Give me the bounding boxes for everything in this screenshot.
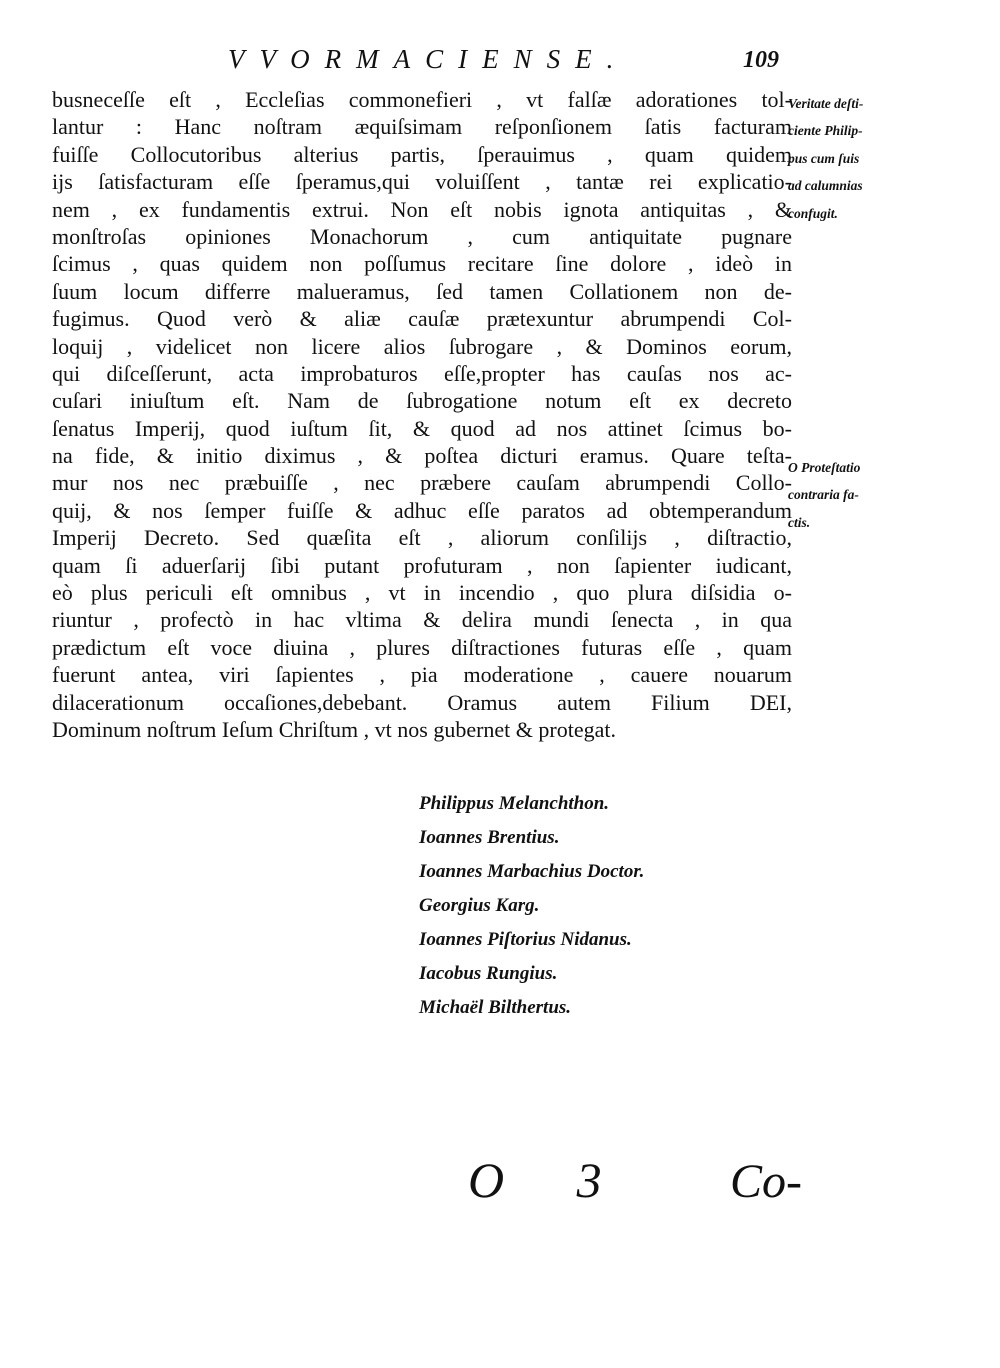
marginal-note-line: ctis. xyxy=(788,514,811,530)
text-line: qui diſceſſerunt, acta improbaturos eſſe,propter has cauſas nos ac- xyxy=(52,360,792,386)
text-line: fugimus. Quod verò & aliæ cauſæ prætexuntur abrumpendi Col- xyxy=(52,306,792,332)
signatory-name: Philippus Melanchthon. xyxy=(419,793,610,814)
text-line: riuntur , profectò in hac vltima & delira mundi ſenecta , in qua xyxy=(52,607,792,633)
text-line: dilacerationum occaſiones,debebant. Oramus autem Filium DEI, xyxy=(52,689,792,715)
marginal-note-line: confugit. xyxy=(788,205,838,221)
text-line: monſtroſas opiniones Monachorum , cum antiquitate pugnare xyxy=(52,223,792,249)
text-line: quam ſi aduerſarij ſibi putant profuturam , non ſapienter iudicant, xyxy=(52,552,792,578)
text-line: ſenatus Imperij, quod iuſtum ſit, & quod ad nos attinet ſcimus bo- xyxy=(52,415,792,441)
signatory-name: Michaël Bilthertus. xyxy=(419,997,572,1018)
signatory-name: Georgius Karg. xyxy=(419,895,540,916)
text-line: Dominum noſtrum Ieſum Chriſtum , vt nos gubernet & protegat. xyxy=(52,716,616,742)
text-line: prædictum eſt voce diuina , plures diſtractiones futuras eſſe , quam xyxy=(52,634,792,660)
marginal-note-line: contraria fa- xyxy=(788,487,859,503)
main-text-block xyxy=(52,86,792,743)
text-line: loquij , videlicet non licere alios ſubrogare , & Dominos eorum, xyxy=(52,333,792,359)
text-line: ijs ſatisfacturam eſſe ſperamus,qui voluiſſent , tantæ rei explicatio- xyxy=(52,169,792,195)
text-line: quij, & nos ſemper fuiſſe & adhuc eſſe paratos ad obtemperandum xyxy=(52,497,792,523)
page-number: 109 xyxy=(743,47,779,73)
signatory-name: Ioannes Marbachius Doctor. xyxy=(419,861,645,882)
text-line: Imperij Decreto. Sed quæſita eſt , aliorum conſilijs , diſtractio, xyxy=(52,525,792,551)
text-line: fuerunt antea, viri ſapientes , pia moderatione , cauere nouarum xyxy=(52,662,792,688)
text-line: ſuum locum differre malueramus, ſed tamen Collationem non de- xyxy=(52,278,792,304)
marginal-note xyxy=(788,454,988,536)
text-line: na fide, & initio diximus , & poſtea dicturi eramus. Quare teſta- xyxy=(52,443,792,469)
catchword: Co- xyxy=(730,1155,802,1208)
marginal-note-line: ad calumnias xyxy=(788,178,863,194)
text-line: cuſari iniuſtum eſt. Nam de ſubrogatione notum eſt ex decreto xyxy=(52,388,792,414)
signatory-list xyxy=(419,787,644,1025)
marginal-note-line: pus cum ſuis xyxy=(788,150,860,166)
marginal-note xyxy=(788,90,988,227)
text-line: eò plus periculi eſt omnibus , vt in incendio , quo plura diſsidia o- xyxy=(52,580,792,606)
text-line: mur nos nec præbuiſſe , nec præbere cauſam abrumpendi Collo- xyxy=(52,470,792,496)
text-line: ſcimus , quas quidem non poſſumus recitare ſine dolore , ideò in xyxy=(52,251,792,277)
marginal-note-line: Veritate deſti- xyxy=(788,96,864,111)
text-line: fuiſſe Collocutoribus alterius partis, ſperauimus , quam quidem xyxy=(52,141,792,167)
signatory-name: Ioannes Piſtorius Nidanus. xyxy=(419,929,632,950)
signatory-name: Iacobus Rungius. xyxy=(419,963,558,984)
text-line: lantur : Hanc noſtram æquiſsimam reſponſionem ſatis facturam xyxy=(52,114,792,140)
running-head: VVORMACIENSE. xyxy=(228,44,629,74)
marginal-note-line: ciente Philip- xyxy=(788,123,863,139)
text-line: nem , ex fundamentis extrui. Non eſt nobis ignota antiquitas , & xyxy=(52,196,792,222)
marginal-note-line: O Proteſtatio xyxy=(788,460,861,475)
signatory-name: Ioannes Brentius. xyxy=(419,827,560,848)
text-line: busneceſſe eſt , Eccleſias commonefieri , vt falſæ adorationes tol- xyxy=(52,87,792,112)
printer-signature-mark: O 3 xyxy=(468,1152,632,1208)
